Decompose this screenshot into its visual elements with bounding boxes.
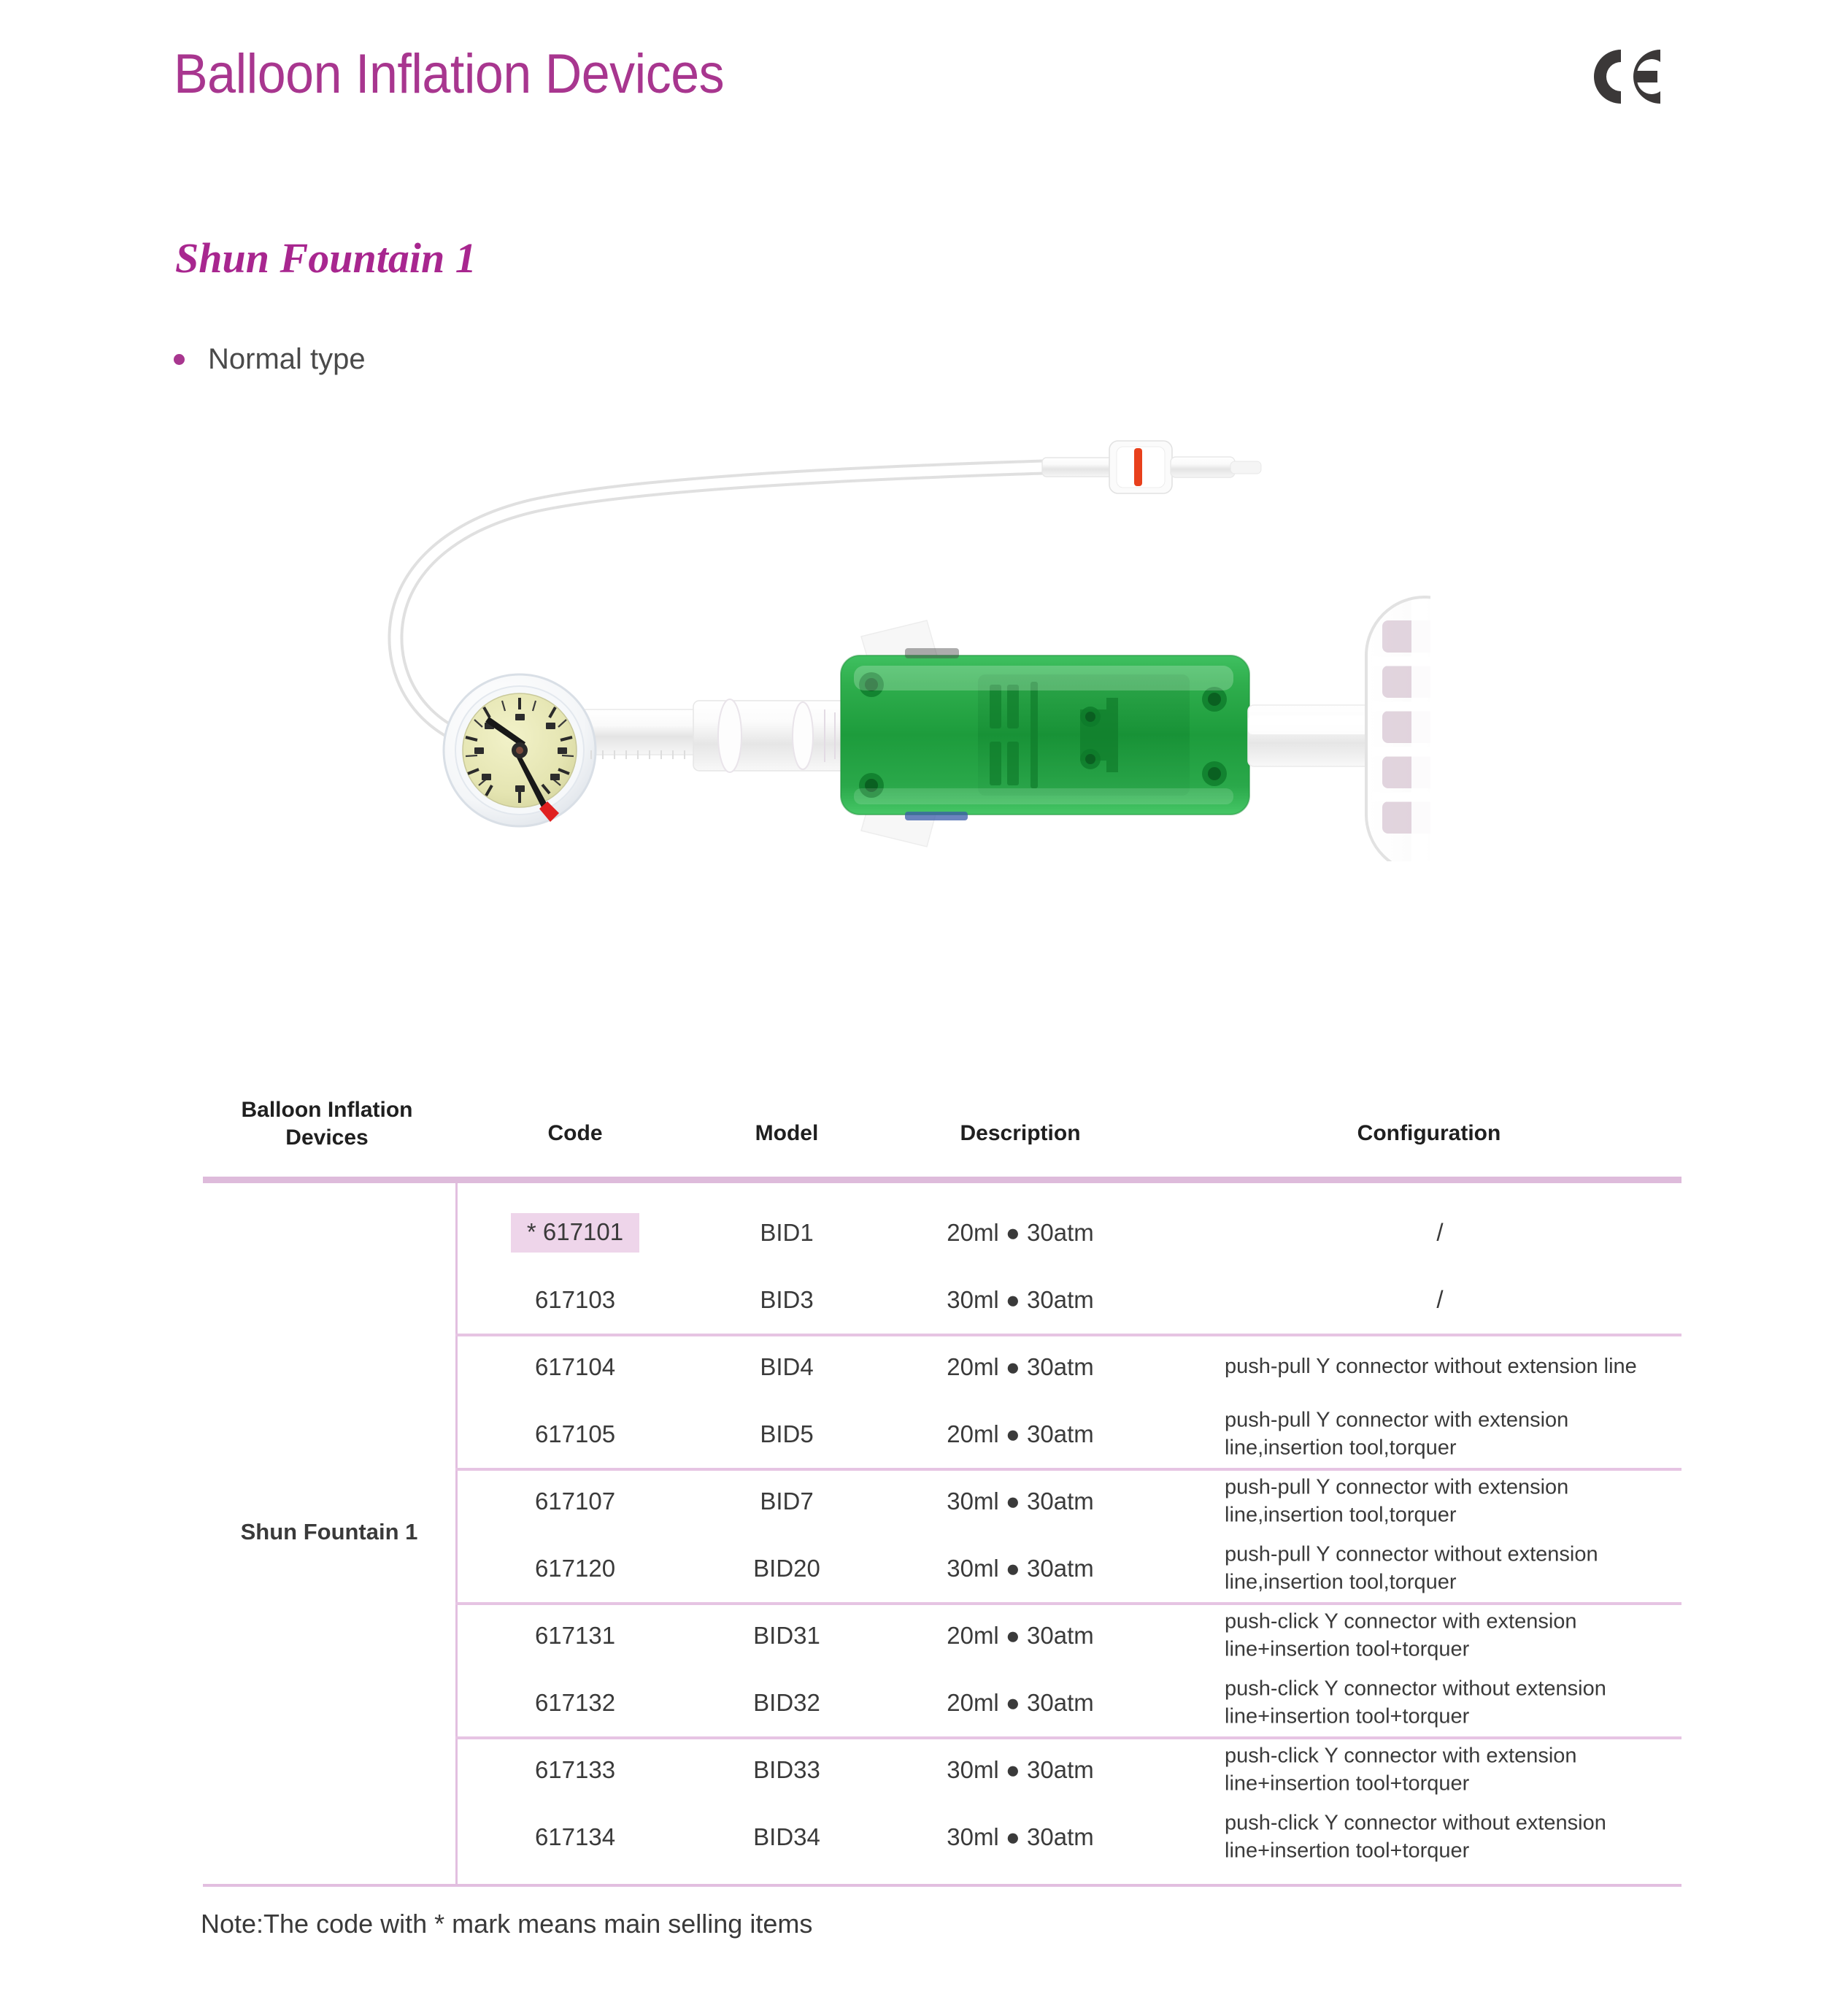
- table-row: [203, 1334, 1681, 1401]
- cell-model: BID34: [753, 1823, 820, 1850]
- cell-code: 617132: [534, 1689, 616, 1716]
- column-header-configuration: Configuration: [1357, 1121, 1501, 1145]
- table-bottom-rule: [203, 1884, 1681, 1887]
- table-body: [203, 1183, 1681, 1887]
- group-label-shun-fountain-1: Shun Fountain 1: [240, 1519, 418, 1544]
- cell-description: 30ml ● 30atm: [947, 1286, 1094, 1313]
- ce-mark-icon: [1587, 45, 1667, 108]
- cell-model: BID33: [753, 1756, 820, 1783]
- column-header-devices: Balloon Inflation Devices: [241, 1098, 413, 1150]
- cell-description: 20ml ● 30atm: [947, 1219, 1094, 1246]
- cell-description: 20ml ● 30atm: [947, 1420, 1094, 1447]
- footer-note: Note:The code with * mark means main selling items: [201, 1909, 813, 1939]
- cell-configuration: push-pull Y connector with extension line,insertion tool,torquer: [1225, 1408, 1569, 1459]
- table-row: [203, 1199, 1681, 1266]
- cell-model: BID20: [753, 1555, 820, 1582]
- table-row: [203, 1535, 1681, 1602]
- column-header-code: Code: [547, 1121, 603, 1145]
- cell-description: 20ml ● 30atm: [947, 1622, 1094, 1649]
- page-title: Balloon Inflation Devices: [174, 43, 725, 105]
- section-title: Shun Fountain 1: [175, 234, 477, 282]
- cell-description: 30ml ● 30atm: [947, 1488, 1094, 1515]
- table-row: [203, 1266, 1681, 1334]
- cell-configuration: push-click Y connector without extension line+insertion tool+torquer: [1225, 1811, 1606, 1862]
- table-row: [203, 1804, 1681, 1871]
- cell-model: BID4: [760, 1353, 814, 1380]
- bullet-item-label: Normal type: [208, 343, 366, 375]
- spec-table: [203, 1098, 1681, 1887]
- cell-configuration: push-click Y connector with extension line+insertion tool+torquer: [1225, 1609, 1577, 1661]
- table-header-row: [203, 1098, 1681, 1177]
- cell-code: 617105: [534, 1420, 616, 1447]
- cell-model: BID1: [760, 1219, 814, 1246]
- cell-configuration: push-pull Y connector without extension line,insertion tool,torquer: [1225, 1542, 1598, 1593]
- bullet-dot-icon: [174, 354, 185, 365]
- table-row: [203, 1669, 1681, 1736]
- cell-description: 20ml ● 30atm: [947, 1353, 1094, 1380]
- table-header-rule: [203, 1177, 1681, 1183]
- cell-model: BID32: [753, 1689, 820, 1716]
- table-row: [203, 1736, 1681, 1804]
- cell-model: BID3: [760, 1286, 814, 1313]
- cell-model: BID5: [760, 1420, 814, 1447]
- cell-description: 30ml ● 30atm: [947, 1555, 1094, 1582]
- cell-model: BID7: [760, 1488, 814, 1515]
- cell-configuration: push-pull Y connector without extension line: [1225, 1355, 1637, 1379]
- cell-description: 20ml ● 30atm: [947, 1689, 1094, 1716]
- product-photo-balloon-inflation-device: [350, 380, 1430, 861]
- cell-configuration: /: [1436, 1218, 1444, 1246]
- column-header-description: Description: [960, 1121, 1081, 1145]
- cell-code: [480, 1213, 670, 1253]
- table-row: [203, 1401, 1681, 1468]
- cell-configuration: push-pull Y connector with extension line,insertion tool,torquer: [1225, 1475, 1569, 1526]
- cell-code: 617120: [534, 1555, 616, 1582]
- cell-description: 30ml ● 30atm: [947, 1756, 1094, 1783]
- cell-configuration: push-click Y connector with extension line+insertion tool+torquer: [1225, 1744, 1577, 1795]
- bullet-item-normal-type: [174, 343, 366, 376]
- cell-code: 617131: [534, 1622, 616, 1649]
- cell-code: 617107: [534, 1488, 616, 1515]
- cell-description: 30ml ● 30atm: [947, 1823, 1094, 1850]
- column-header-model: Model: [755, 1121, 819, 1145]
- cell-code: 617133: [534, 1756, 616, 1783]
- cell-code: 617104: [534, 1353, 616, 1380]
- table-row: [203, 1468, 1681, 1535]
- cell-model: BID31: [753, 1622, 820, 1649]
- cell-code: 617134: [534, 1823, 616, 1850]
- cell-configuration: /: [1436, 1285, 1444, 1313]
- code-highlight: * 617101: [511, 1213, 639, 1253]
- table-row: [203, 1602, 1681, 1669]
- cell-code: 617103: [534, 1286, 616, 1313]
- cell-configuration: push-click Y connector without extension line+insertion tool+torquer: [1225, 1677, 1606, 1728]
